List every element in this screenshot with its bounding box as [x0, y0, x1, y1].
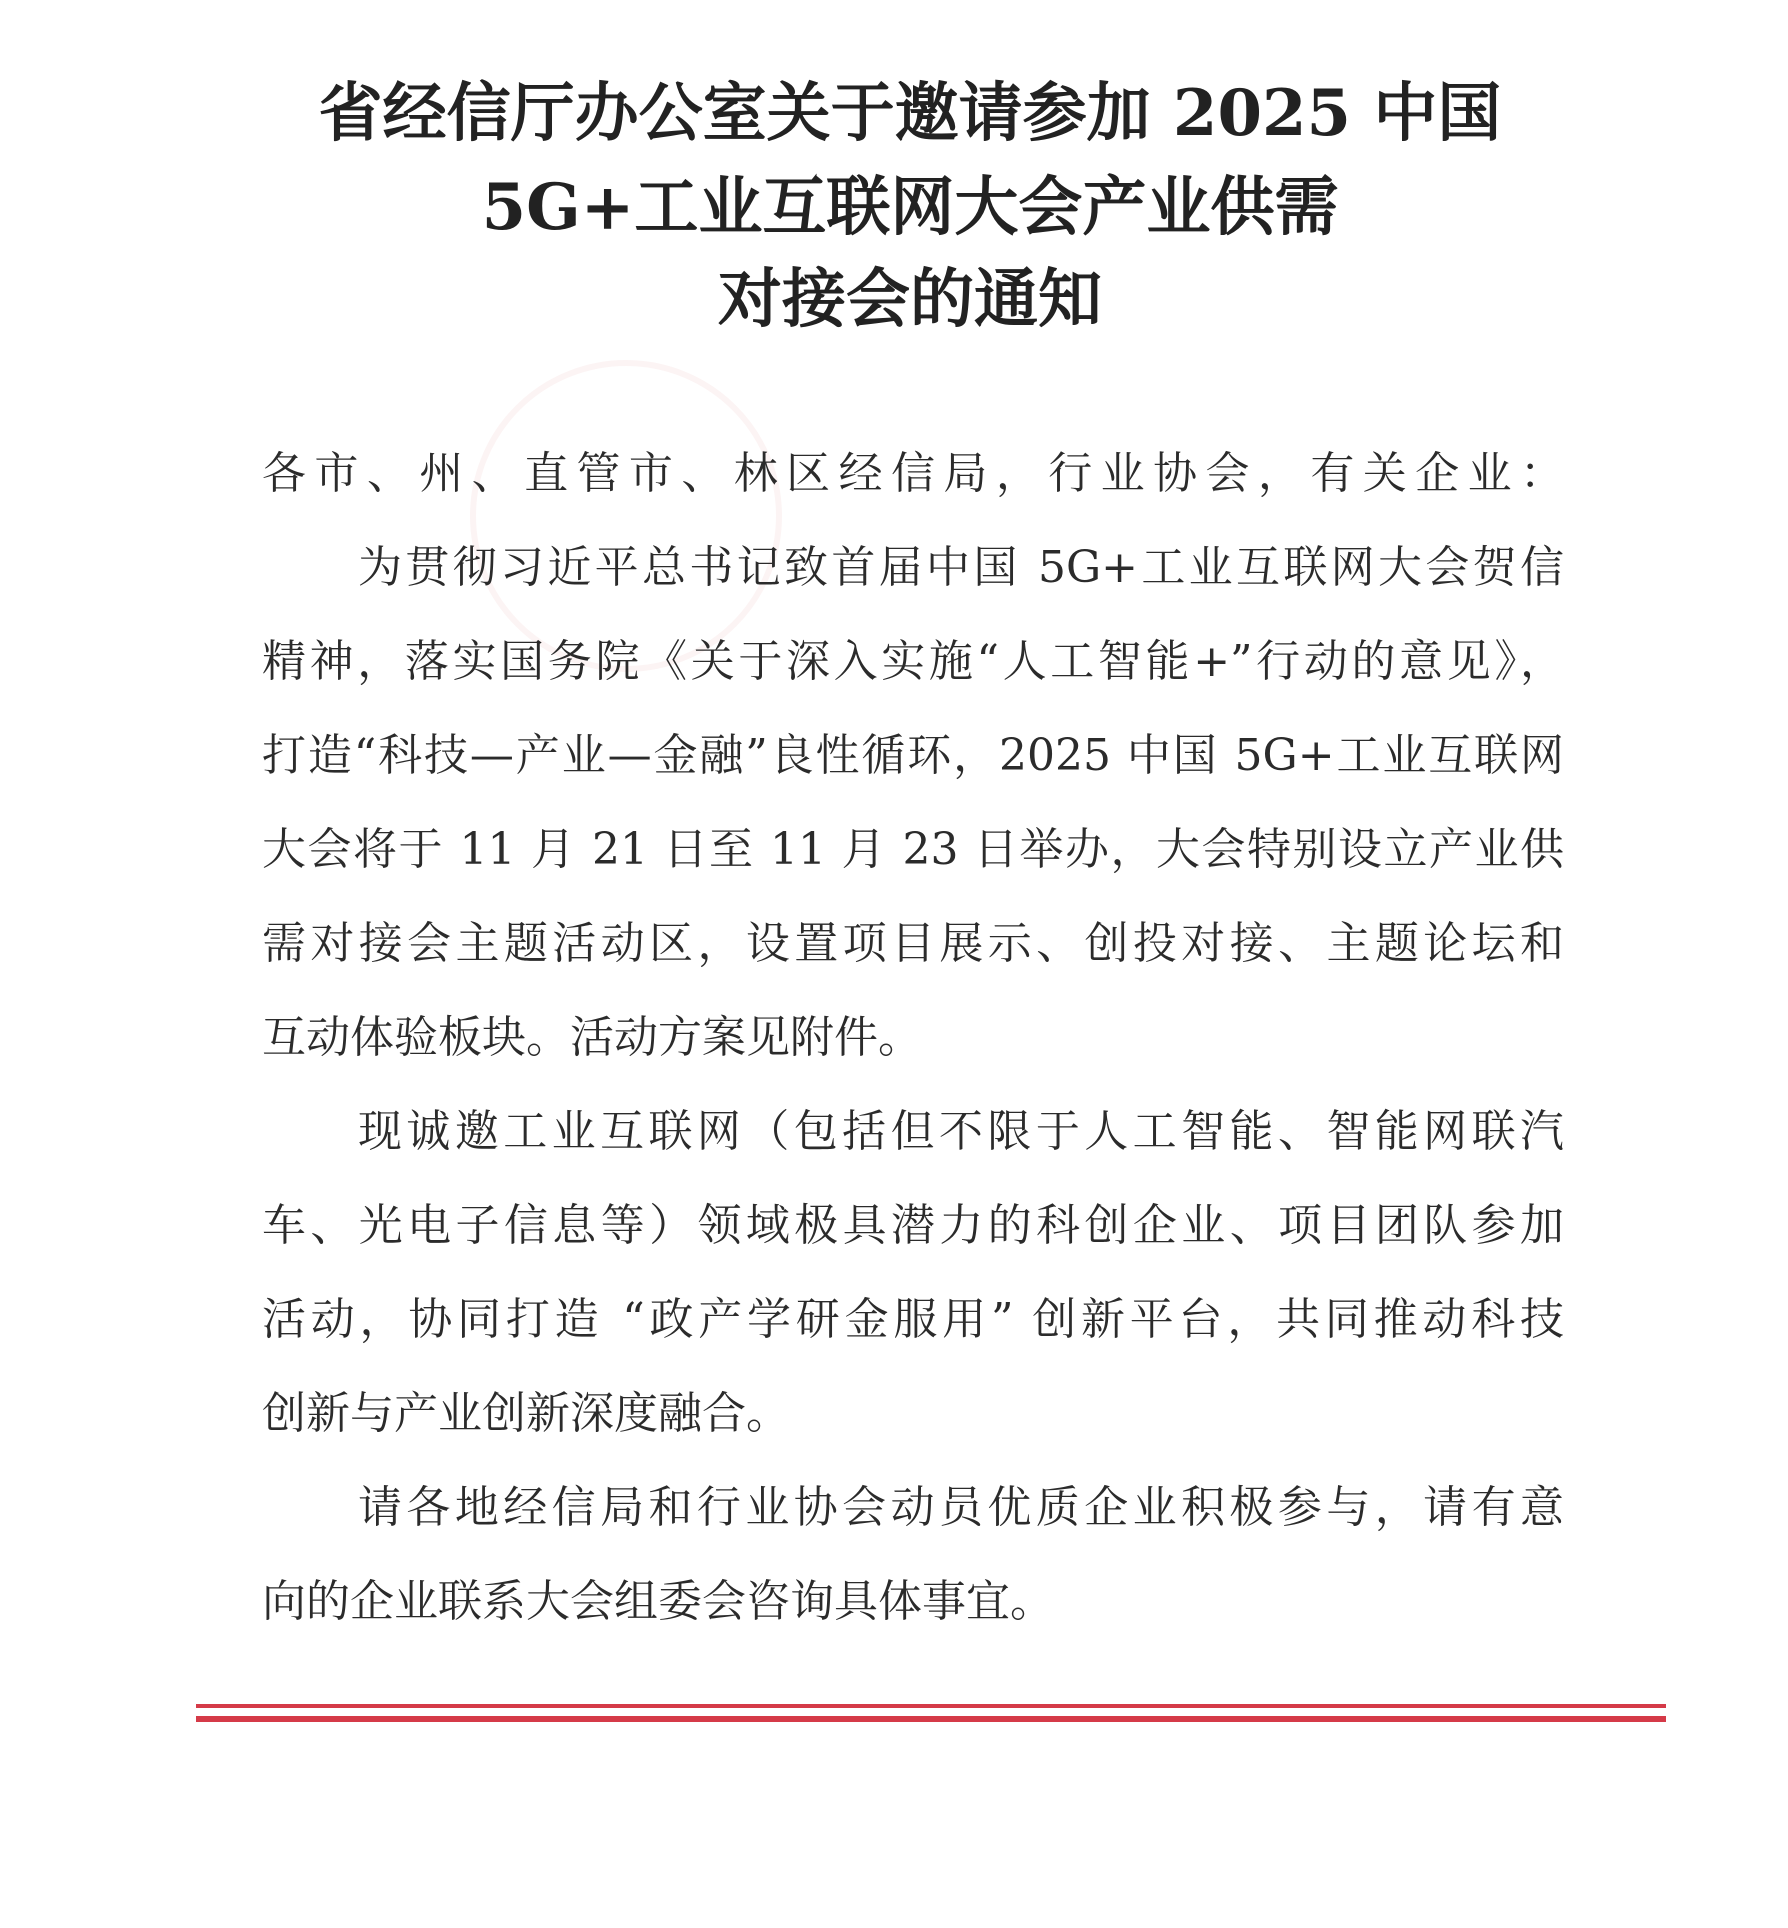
- paragraph-1-line-4: 大会将于 11 月 21 日至 11 月 23 日举办，大会特别设立产业供: [262, 824, 1564, 875]
- salutation: 各市、州、直管市、林区经信局，行业协会，有关企业：: [262, 448, 1564, 499]
- faint-seal-mark: [470, 360, 782, 672]
- paragraph-1-line-3: 打造“科技—产业—金融”良性循环，2025 中国 5G+工业互联网: [262, 730, 1564, 781]
- paragraph-1-line-6: 互动体验板块。活动方案见附件。: [262, 1012, 922, 1063]
- red-divider-thick: [196, 1716, 1666, 1722]
- paragraph-1-line-5: 需对接会主题活动区，设置项目展示、创投对接、主题论坛和: [262, 918, 1564, 969]
- paragraph-1-line-1: 为贯彻习近平总书记致首届中国 5G+工业互联网大会贺信: [358, 542, 1564, 593]
- title-line-3: 对接会的通知: [718, 262, 1102, 337]
- paragraph-3-line-2: 向的企业联系大会组委会咨询具体事宜。: [262, 1576, 1054, 1627]
- paragraph-2-line-4: 创新与产业创新深度融合。: [262, 1388, 790, 1439]
- red-divider-thin: [196, 1704, 1666, 1708]
- paragraph-2-line-3: 活动，协同打造 “政产学研金服用” 创新平台，共同推动科技: [262, 1294, 1564, 1345]
- paragraph-2-line-2: 车、光电子信息等）领域极具潜力的科创企业、项目团队参加: [262, 1200, 1564, 1251]
- paragraph-1-line-2: 精神，落实国务院《关于深入实施“人工智能+”行动的意见》，: [262, 636, 1564, 687]
- paragraph-3-line-1: 请各地经信局和行业协会动员优质企业积极参与，请有意: [358, 1482, 1564, 1533]
- paragraph-2-line-1: 现诚邀工业互联网（包括但不限于人工智能、智能网联汽: [358, 1106, 1564, 1157]
- title-line-1: 省经信厅办公室关于邀请参加 2025 中国: [318, 76, 1502, 151]
- title-line-2: 5G+工业互联网大会产业供需: [481, 170, 1339, 245]
